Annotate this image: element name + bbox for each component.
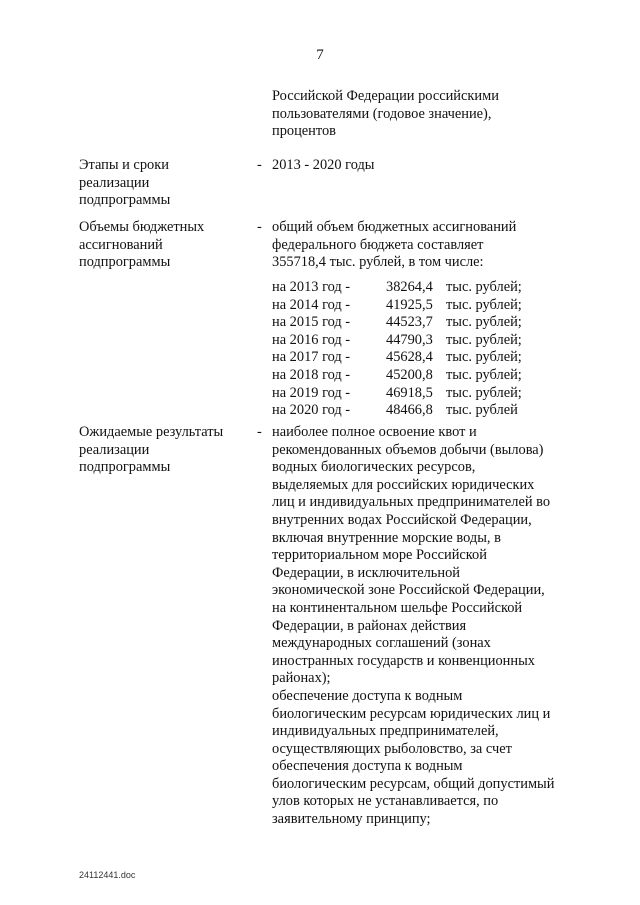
budget-row	[272, 314, 522, 332]
budget-year: на 2015 год -	[272, 314, 351, 331]
budget-row	[272, 385, 522, 403]
budget-amount: 44523,7	[386, 314, 433, 331]
budget-unit: тыс. рублей;	[446, 366, 522, 383]
stages-value: 2013 - 2020 годы	[272, 157, 375, 173]
budget-year: на 2017 год -	[272, 349, 351, 366]
budget-year: на 2013 год -	[272, 279, 351, 295]
budget-unit: тыс. рублей;	[446, 314, 522, 331]
budget-row	[272, 297, 522, 315]
footer-filename: 24112441.doc	[79, 870, 136, 880]
budget-amount: 45200,8	[386, 366, 433, 383]
stages-dash: -	[257, 157, 262, 173]
budget-row	[272, 402, 522, 420]
budget-year: на 2018 год -	[272, 366, 351, 383]
budget-unit: тыс. рублей;	[446, 384, 522, 401]
continuation-text: Российской Федерации российскими пользователями (годовое значение), процентов	[272, 88, 499, 140]
page-number: 7	[316, 47, 324, 63]
budget-year: на 2019 год -	[272, 384, 351, 401]
budget-amount: 46918,5	[386, 384, 433, 401]
budget-row	[272, 367, 522, 385]
results-value: наиболее полное освоение квот и рекомендованных объемов добычи (вылова) водных биологических ресурсов, выделяемых для российских юридических лиц и индивидуальных предпринимателей во внутренних водах Российской Федерации, включая внутренние морские воды, в территориальном море Российской Федерации, в исключительной экономической зоне Российской Федерации, на континентальном шельфе Российской Федерации, в районах действия международных соглашений (зонах иностранных государств и конвенционных районах); обеспечение доступа к водным биологическим ресурсам юридических лиц и индивидуальных предпринимателей, осуществляющих рыболовство, за счет обеспечения доступа к водным биологическим ресурсам, общий допустимый улов которых не устанавливается, по заявительному принципу;	[272, 424, 555, 828]
budget-unit: тыс. рублей;	[446, 279, 522, 295]
budget-amount: 45628,4	[386, 349, 433, 366]
budget-dash: -	[257, 219, 262, 235]
budget-unit: тыс. рублей;	[446, 331, 522, 348]
budget-amount: 38264,4	[386, 279, 433, 295]
results-dash: -	[257, 424, 262, 440]
budget-unit: тыс. рублей	[446, 402, 518, 419]
budget-label: Объемы бюджетных ассигнований подпрограммы	[79, 219, 205, 271]
budget-row	[272, 349, 522, 367]
budget-intro: общий объем бюджетных ассигнований федерального бюджета составляет 355718,4 тыс. рублей, в том числе:	[272, 219, 517, 271]
results-label: Ожидаемые результаты реализации подпрограммы	[79, 424, 224, 476]
budget-row	[272, 279, 522, 297]
budget-year: на 2020 год -	[272, 402, 351, 419]
budget-amount: 44790,3	[386, 331, 433, 348]
budget-row	[272, 332, 522, 350]
budget-unit: тыс. рублей;	[446, 296, 522, 313]
budget-amount: 48466,8	[386, 402, 433, 419]
budget-unit: тыс. рублей;	[446, 349, 522, 366]
budget-year: на 2016 год -	[272, 331, 351, 348]
budget-amount: 41925,5	[386, 296, 433, 313]
budget-table	[272, 279, 522, 420]
stages-label: Этапы и сроки реализации подпрограммы	[79, 157, 171, 209]
budget-year: на 2014 год -	[272, 296, 351, 313]
